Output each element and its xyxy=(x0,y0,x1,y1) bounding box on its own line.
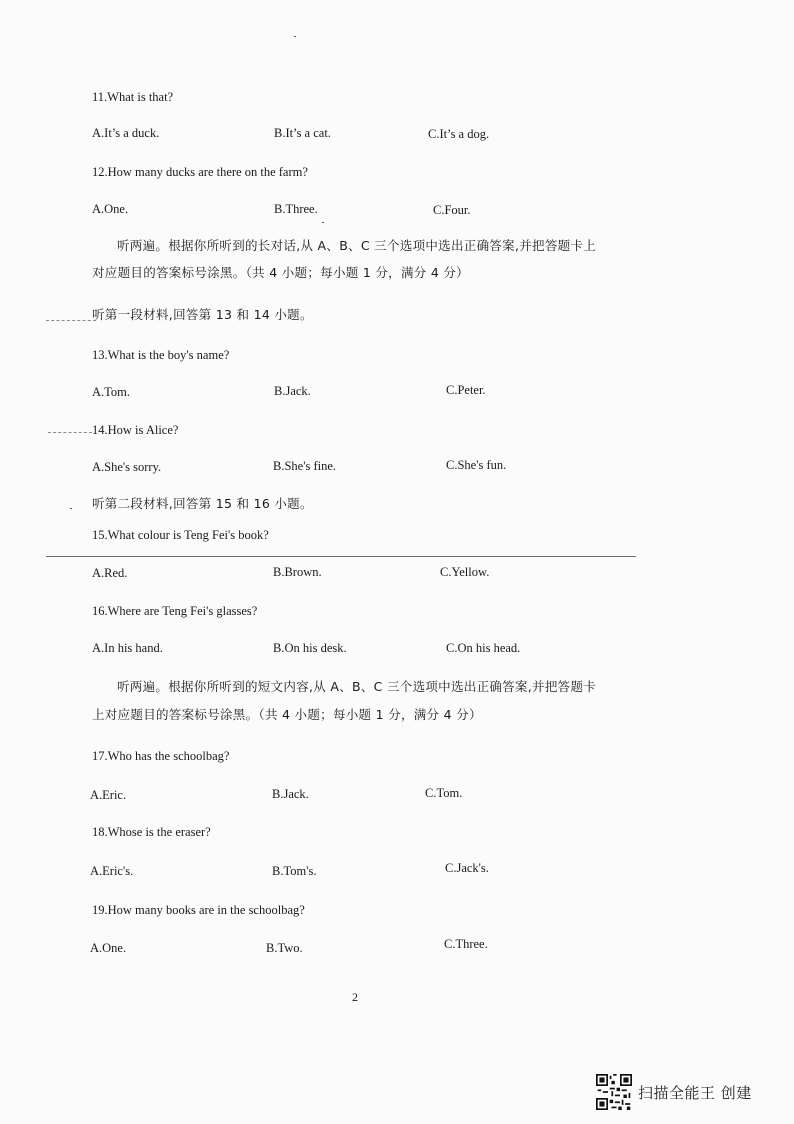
section-2-instruction-line-2: 对应题目的答案标号涂黑。（共 4 小题；每小题 1 分，满分 4 分） xyxy=(92,265,469,280)
scan-speck xyxy=(322,222,324,223)
question-12-option-c: C.Four. xyxy=(433,203,471,217)
scanner-watermark xyxy=(596,1074,752,1110)
question-15-option-b: B.Brown. xyxy=(273,565,322,579)
question-13-option-a: A.Tom. xyxy=(92,385,131,399)
section-3-instruction-line-1: 听两遍。根据你所听到的短文内容,从 A、B、C 三个选项中选出正确答案,并把答题卡 xyxy=(117,679,597,694)
question-18-option-c: C.Jack's. xyxy=(445,861,489,875)
question-19-option-c: C.Three. xyxy=(444,937,488,951)
question-17-option-c: C.Tom. xyxy=(425,786,463,800)
question-17-stem: 17.Who has the schoolbag? xyxy=(92,749,230,763)
question-18-option-b: B.Tom's. xyxy=(272,864,317,878)
watermark-text: 扫描全能王 创建 xyxy=(638,1083,752,1102)
scan-speck xyxy=(294,36,296,37)
scan-artifact-line xyxy=(48,432,92,433)
scan-speck xyxy=(70,508,72,509)
question-15-option-a: A.Red. xyxy=(92,566,128,580)
dialog-2-heading: 听第二段材料,回答第 15 和 16 小题。 xyxy=(92,496,313,511)
question-12-option-a: A.One. xyxy=(92,202,129,216)
question-17-option-b: B.Jack. xyxy=(272,787,309,801)
question-16-option-c: C.On his head. xyxy=(446,641,521,655)
scan-artifact-line xyxy=(46,556,636,557)
scan-artifact-line xyxy=(46,320,96,321)
question-11-option-b: B.It’s a cat. xyxy=(274,126,331,140)
question-13-stem: 13.What is the boy's name? xyxy=(92,348,230,362)
question-11-stem: 11.What is that? xyxy=(92,90,174,104)
section-2-instruction-line-1: 听两遍。根据你所听到的长对话,从 A、B、C 三个选项中选出正确答案,并把答题卡上 xyxy=(117,238,597,253)
question-16-option-b: B.On his desk. xyxy=(273,641,347,655)
question-11-option-c: C.It’s a dog. xyxy=(428,127,490,141)
question-14-stem: 14.How is Alice? xyxy=(92,423,179,437)
question-19-stem: 19.How many books are in the schoolbag? xyxy=(92,903,305,917)
question-19-option-b: B.Two. xyxy=(266,941,303,955)
question-18-stem: 18.Whose is the eraser? xyxy=(92,825,211,839)
dialog-1-heading: 听第一段材料,回答第 13 和 14 小题。 xyxy=(92,307,313,322)
question-14-option-a: A.She's sorry. xyxy=(92,460,162,474)
question-11-option-a: A.It’s a duck. xyxy=(92,126,160,140)
question-14-option-b: B.She's fine. xyxy=(273,459,337,473)
page-number: 2 xyxy=(352,990,358,1004)
qr-code-icon xyxy=(596,1074,632,1110)
question-13-option-c: C.Peter. xyxy=(446,383,486,397)
question-16-option-a: A.In his hand. xyxy=(92,641,163,655)
question-12-option-b: B.Three. xyxy=(274,202,318,216)
question-16-stem: 16.Where are Teng Fei's glasses? xyxy=(92,604,258,618)
question-14-option-c: C.She's fun. xyxy=(446,458,507,472)
question-19-option-a: A.One. xyxy=(90,941,127,955)
question-17-option-a: A.Eric. xyxy=(90,788,127,802)
section-3-instruction-line-2: 上对应题目的答案标号涂黑。（共 4 小题；每小题 1 分，满分 4 分） xyxy=(92,707,482,722)
question-15-option-c: C.Yellow. xyxy=(440,565,490,579)
question-18-option-a: A.Eric's. xyxy=(90,864,134,878)
question-12-stem: 12.How many ducks are there on the farm? xyxy=(92,165,308,179)
question-13-option-b: B.Jack. xyxy=(274,384,311,398)
question-15-stem: 15.What colour is Teng Fei's book? xyxy=(92,528,269,542)
